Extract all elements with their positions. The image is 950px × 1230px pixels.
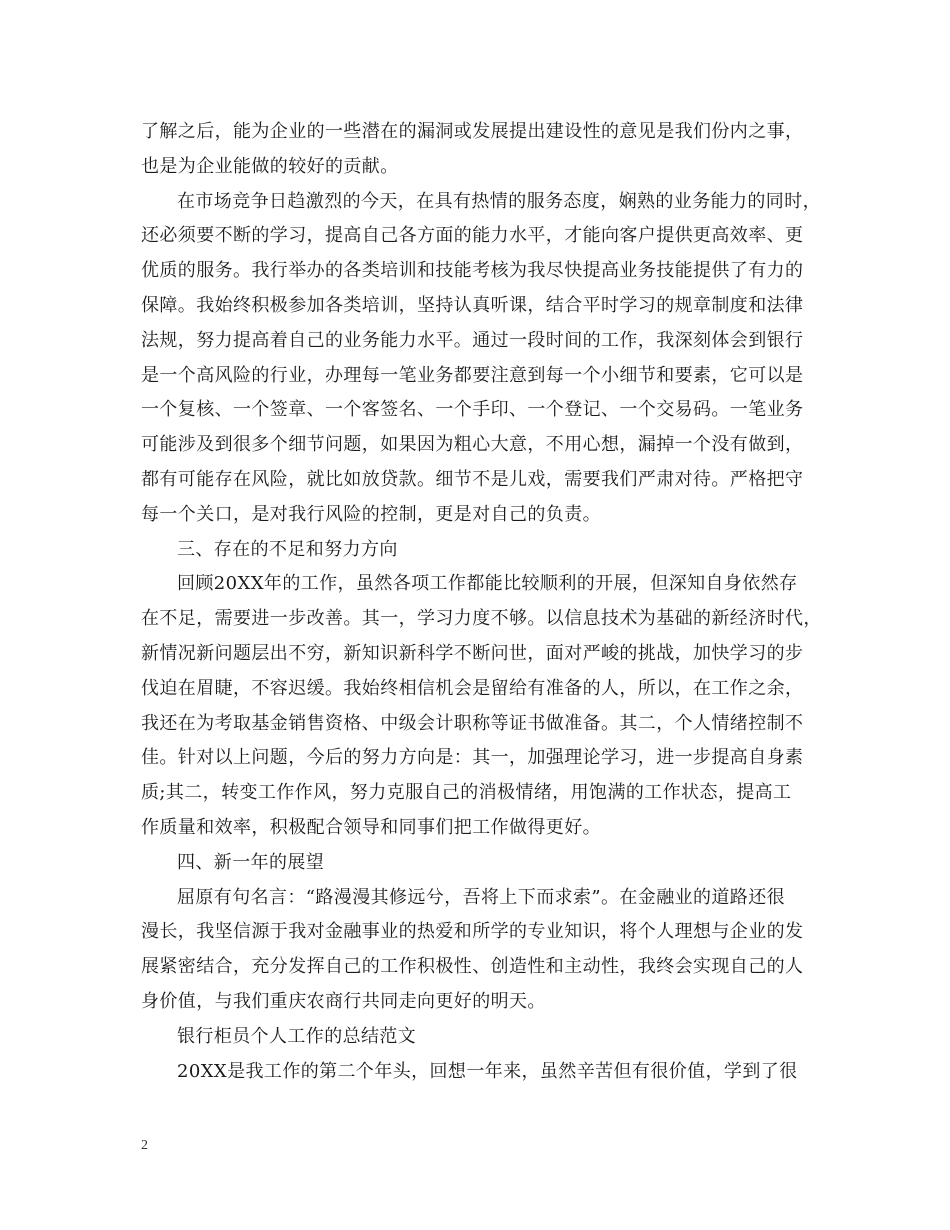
- text-line: 了解之后，能为企业的一些潜在的漏洞或发展提出建设性的意见是我们份内之事，: [141, 121, 804, 142]
- text-line: 漫长，我坚信源于我对金融事业的热爱和所学的专业知识，将个人理想与企业的发: [141, 921, 804, 943]
- text-line: 新情况新问题层出不穷，新知识新科学不断问世，面对严峻的挑战，加快学习的步: [141, 642, 804, 664]
- text-line: 每一个关口，是对我行风险的控制，更是对自己的负责。: [141, 503, 601, 525]
- text-line: 我还在为考取基金销售资格、中级会计职称等证书做准备。其二，个人情绪控制不: [141, 712, 804, 734]
- text-line: 在不足，需要进一步改善。其一，学习力度不够。以信息技术为基础的新经济时代，: [141, 608, 822, 630]
- text-line: 银行柜员个人工作的总结范文: [177, 1025, 417, 1047]
- text-line: 是一个高风险的行业，办理每一笔业务都要注意到每一个小细节和要素，它可以是: [141, 364, 804, 386]
- text-line: 保障。我始终积极参加各类培训，坚持认真听课，结合平时学习的规章制度和法律: [141, 294, 804, 316]
- text-line: 20XX是我工作的第二个年头，回想一年来，虽然辛苦但有很价值，学到了很: [177, 1060, 798, 1082]
- text-line: 回顾20XX年的工作，虽然各项工作都能比较顺利的开展，但深知自身依然存: [177, 573, 798, 595]
- text-line: 屈原有句名言：“路漫漫其修远兮，吾将上下而求索”。在金融业的道路还很: [177, 886, 786, 908]
- text-line: 还必须要不断的学习，提高自己各方面的能力水平，才能向客户提供更高效率、更: [141, 225, 804, 247]
- text-line: 优质的服务。我行举办的各类培训和技能考核为我尽快提高业务技能提供了有力的: [141, 260, 804, 282]
- text-line: 一个复核、一个签章、一个客签名、一个手印、一个登记、一个交易码。一笔业务: [141, 399, 804, 421]
- text-line: 法规，努力提高着自己的业务能力水平。通过一段时间的工作，我深刻体会到银行: [141, 329, 804, 351]
- text-line: 都有可能存在风险，就比如放贷款。细节不是儿戏，需要我们严肃对待。严格把守: [141, 468, 804, 490]
- text-line: 三、存在的不足和努力方向: [177, 538, 398, 560]
- text-line: 质;其二，转变工作作风，努力克服自己的消极情绪，用饱满的工作状态，提高工: [141, 782, 792, 804]
- text-line: 四、新一年的展望: [177, 851, 325, 873]
- text-line: 身价值，与我们重庆农商行共同走向更好的明天。: [141, 990, 546, 1012]
- text-line: 伐迫在眉睫，不容迟缓。我始终相信机会是留给有准备的人，所以，在工作之余，: [141, 677, 804, 699]
- text-line: 在市场竞争日趋激烈的今天，在具有热情的服务态度，娴熟的业务能力的同时，: [177, 190, 821, 212]
- text-line: 作质量和效率，积极配合领导和同事们把工作做得更好。: [141, 816, 601, 838]
- text-line: 也是为企业能做的较好的贡献。: [141, 155, 399, 177]
- page-number: 2: [141, 1138, 148, 1153]
- text-line: 可能涉及到很多个细节问题，如果因为粗心大意，不用心想，漏掉一个没有做到，: [141, 434, 804, 456]
- text-line: 佳。针对以上问题，今后的努力方向是：其一，加强理论学习，进一步提高自身素: [141, 747, 804, 769]
- document-body: [141, 115, 821, 1089]
- text-line: 展紧密结合，充分发挥自己的工作积极性、创造性和主动性，我终会实现自己的人: [141, 956, 804, 978]
